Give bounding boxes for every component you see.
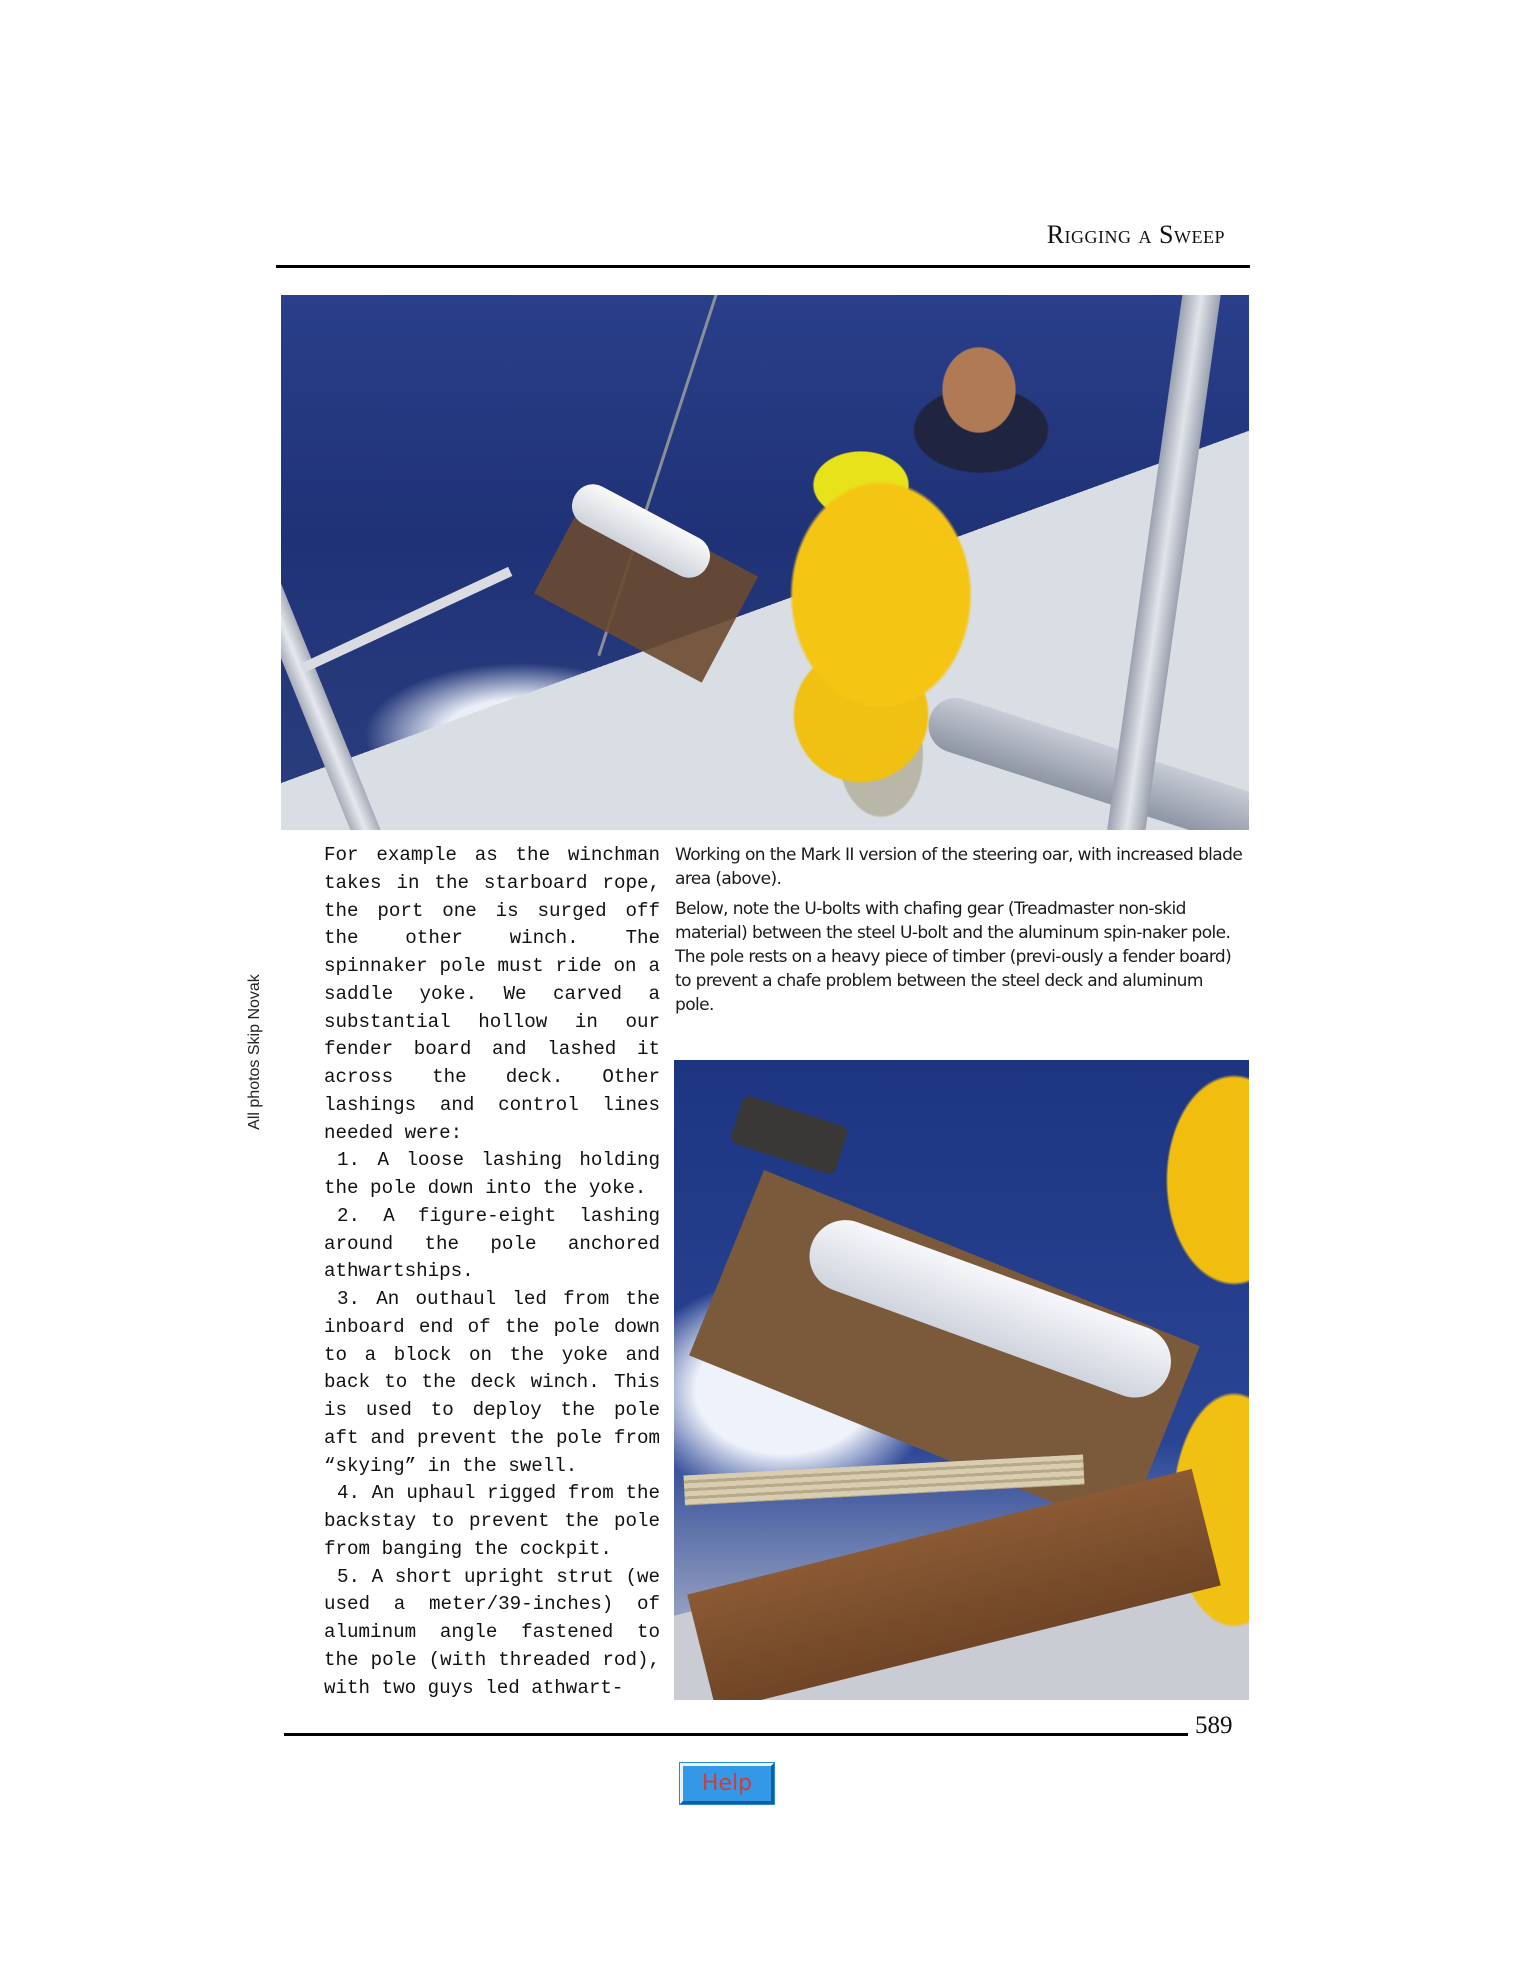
photo-rail-shape (300, 567, 513, 673)
photo-stanchion-shape (281, 551, 388, 830)
footer-rule (284, 1733, 1188, 1736)
photo-mast-shape (1107, 295, 1223, 830)
list-item: 4. An uphaul rigged from the backstay to prevent the pole from banging the cockpit. (324, 1482, 660, 1560)
running-head-title: Rigging a Sweep (1046, 220, 1225, 249)
body-text-column (324, 842, 660, 1702)
list-item: 5. A short upright strut (we used a meter/39-inches) of aluminum angle fastened to the pole (with threaded rod), with two guys led athwart- (324, 1565, 660, 1699)
photo-timber-shape (687, 1469, 1221, 1700)
list-item: 2. A figure-eight lashing around the pole anchored athwartships. (324, 1204, 660, 1283)
header-rule (276, 265, 1250, 268)
photo-pole-end-shape (729, 1094, 849, 1176)
caption-below: Below, note the U-bolts with chafing gear (Treadmaster non-skid material) between the steel U-bolt and the aluminum spin-naker pole. The pole rests on a heavy piece of timber (previ-ously a fender board) to prevent a chafe problem between the steel deck and aluminum pole. (675, 899, 1232, 1015)
list-item: 3. An outhaul led from the inboard end of the pole down to a block on the yoke and back to the deck winch. This is used to deploy the pole aft and prevent the pole from “skying” in the swell. (324, 1288, 660, 1477)
page-number: 589 (1195, 1712, 1233, 1739)
photo-caption (675, 843, 1245, 1023)
caption-above: Working on the Mark II version of the steering oar, with increased blade area (above). (675, 845, 1243, 889)
photo-lashing-shape (683, 1455, 1084, 1506)
photo-pole-u-bolts (674, 1060, 1249, 1700)
list-item: 1. A loose lashing holding the pole down into the yoke. (324, 1149, 660, 1199)
photo-boom-shape (921, 691, 1249, 830)
body-paragraph: For example as the winchman takes in the starboard rope, the port one is surged off the other winch. The spinnaker pole must ride on a saddle yoke. We carved a substantial hollow in our fender board and lashed it across the deck. Other lashings and control lines needed were: (324, 844, 660, 1144)
photo-credit: All photos Skip Novak (246, 974, 263, 1130)
photo-steering-oar-crew (281, 295, 1249, 830)
help-button[interactable]: Help (680, 1763, 774, 1804)
